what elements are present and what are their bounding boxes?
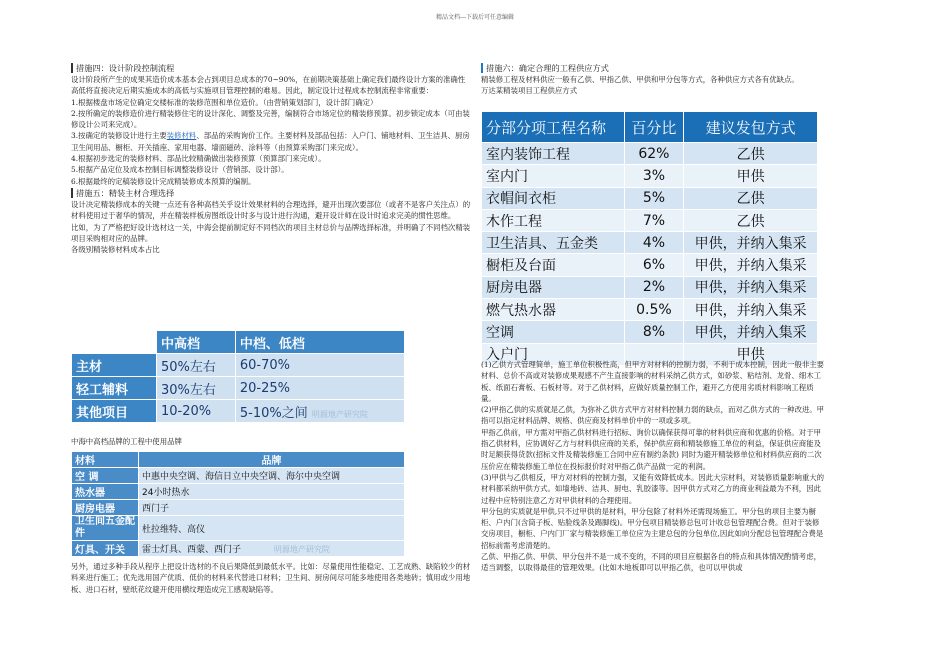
table-caption: 中海中高档品牌的工程中使用品牌: [71, 437, 182, 446]
section-marker-icon: [71, 63, 73, 73]
left-column: [71, 62, 471, 255]
row-label: 灯具、开关: [72, 541, 139, 557]
table-row: [482, 187, 818, 209]
table-cell: 燃气热水器: [482, 299, 625, 321]
table-cell: 雷士灯具、西蒙、西门子 明源地产研究院: [139, 541, 405, 557]
table-row: [482, 209, 818, 231]
right-column-top: [481, 62, 821, 97]
table-row: [72, 468, 405, 484]
table-cell: 20-25%: [235, 377, 404, 400]
table-cell: 厨房电器: [482, 276, 625, 298]
paragraph: (3)甲供与乙供相反，甲方对材料的控制力强，又能有效降低成本。因此大宗材料，对装修质量影响重大的材料都采纳甲供方式。如墙地砖、洁具、厨电、乳胶漆等。因甲供方式对乙方的商业利益最为不利，因此过程中应特别注意乙方对甲供材料的合理使用。: [481, 472, 825, 505]
table-cell: 乙供: [684, 187, 818, 209]
table-row: [72, 377, 405, 400]
row-label: 轻工辅料: [72, 377, 157, 400]
paragraph: 甲指乙供前，甲方需对甲指乙供材料进行招标、询价以确保获得可靠的材料供应商和优惠的价格。对于甲指乙供材料，应协调好乙方与材料供应商的关系，保护供应商和精装修施工单位的利益，保证供应商能及时足额获得货款(招标文件及精装修施工合同中应有制约条款) 同时为避开精装修单位和材料供应商的二次压价应在精装修施工单位在投标报价时对甲指乙供产品做一定的利润。: [481, 427, 822, 471]
row-label: 空 调: [72, 468, 139, 484]
right-column-body: [481, 359, 826, 574]
table-cell: 甲供: [684, 343, 818, 365]
table-cell: 6%: [624, 254, 684, 276]
table-cell: 室内装饰工程: [482, 143, 625, 165]
paragraph: (2)甲指乙供的实质就是乙供，为弥补乙供方式甲方对材料控制力弱的缺点，而对乙供方式的一种改进。甲指可以指定材料品牌、规格、供应商及材料单价中的一项或多项。: [481, 405, 825, 426]
material-cost-ratio-table: [71, 330, 405, 423]
section-6-title: 措施六：确定合理的工程供应方式: [481, 62, 821, 74]
table-cell: 5-10%之间 明源地产研究院: [235, 400, 404, 423]
table-cell: 5%: [624, 187, 684, 209]
table-caption: 万达某精装项目工程供应方式: [481, 86, 578, 96]
table-header-row: [482, 112, 818, 143]
table-row: [72, 500, 405, 516]
table-cell: 10-20%: [157, 400, 236, 423]
table-header-cell: 品牌: [139, 452, 405, 468]
table-cell: 30%左右: [157, 377, 236, 400]
table-cell: 甲供，并纳入集采: [684, 232, 818, 254]
table-header-cell: 中档、低档: [235, 331, 404, 354]
table-cell: 橱柜及台面: [482, 254, 625, 276]
paragraph: 乙供、甲指乙供、甲供、甲分包并不是一成不变的，不同的项目应根据各自的特点和具体情况酌情考虑，适当调整，以取得最佳的管理效果。(比如木地板即可以甲指乙供，也可以甲供或: [481, 552, 821, 573]
paragraph: (1)乙供方式管理简单，施工单位积极性高，但甲方对材料的控制力弱，不利于成本控制，因此一般非主要材料、总价不高或对装修成果观感不产生直接影响的材料采纳乙供方式，如砂浆、粘结剂、龙骨、细木工板、纸面石膏板、石板材等。对于乙供材料，应做好质量控制工作，避开乙方使用劣质材料影响工程质量。: [481, 360, 825, 403]
table-cell: 3%: [624, 165, 684, 187]
table-cell: 卫生洁具、五金类: [482, 232, 625, 254]
list-item: 6.根据最终的定稿装修设计完成精装修成本预算的编制。: [71, 176, 256, 186]
table-cell: 入户门: [482, 343, 625, 365]
section-marker-icon: [481, 63, 483, 73]
table-cell: 50%左右: [157, 354, 236, 377]
row-label: 热水器: [72, 484, 139, 500]
table-cell: 甲供，并纳入集采: [684, 299, 818, 321]
table-header-row: [72, 331, 405, 354]
paragraph: 设计决定精装修成本的关键一点还有各种高档关乎设计效果材料的合理选择，避开出现次要部位（或者不是客户关注点）的材料使用过于奢华的情况，并在精装样板房图纸设计时多与设计进行沟通，避开设计师在设计时追求完美的惯性思维。: [71, 199, 471, 221]
table-cell: 甲供，并纳入集采: [684, 254, 818, 276]
table-header-cell: 中高档: [157, 331, 236, 354]
table-cell: 7%: [624, 209, 684, 231]
table-row: [482, 276, 818, 298]
table-row: [482, 254, 818, 276]
list-item: 2.按所确定的装修造价进行精装修住宅的设计深化、调整及完善，编制符合市场定位的精装修预算。初步锁定成本（可由装修设计公司来完成）。: [71, 108, 470, 130]
row-label: 卫生间五金配件: [72, 516, 139, 541]
table-cell: 乙供: [684, 143, 818, 165]
section-4-title: 措施四：设计阶段控制流程: [71, 62, 471, 74]
table-header-cell: 百分比: [624, 112, 684, 143]
table-cell: 甲供，并纳入集采: [684, 321, 818, 343]
table-row: [482, 321, 818, 343]
table-cell: 24小时热水: [139, 484, 405, 500]
table-row: [482, 143, 818, 165]
row-label: 厨房电器: [72, 500, 139, 516]
watermark: 明源地产研究院: [311, 409, 368, 419]
paragraph: 比如，为了严格把好设计选材这一关，中海会提前制定好不同档次的项目主材总价与品牌选择标准，并明确了不同档次精装项目采购相对应的品牌。: [71, 222, 471, 243]
paragraph: 另外，通过多种手段从程序上把设计选材的不良后果降低到最低水平。比如：尽量使用性能稳定、工艺成熟、缺陷较少的材料来进行施工；优先选用国产优质、低价的材料来代替进口材料；卫生间、厨房间尽可能多地使用各类地砖；慎用或少用地板、进口石材，壁纸花纹避开使用横纹理造成完工感观缺陷等。: [71, 562, 471, 594]
table-cell: 杜拉维特、高仪: [139, 516, 405, 541]
table-cell: 0.5%: [624, 299, 684, 321]
table-cell: 60-70%: [235, 354, 404, 377]
watermark: 明源地产研究院: [273, 545, 330, 554]
table-header-row: [72, 452, 405, 468]
section-5-title: 措施五：精装主材合理选择: [71, 187, 471, 199]
paragraph: 甲分包的实质就是甲供,只不过甲供的是材料，甲分包除了材料外还需现场施工。甲分包的项目主要为橱柜、户内门(含筒子板、贴脸线条及踢脚线)。甲分包项目精装修总包可计收总包管理配合费。但对于装修交房项目，橱柜、户内门厂家与精装修施工单位应为主建总包的分包单位,因此如向分配总包管理配合费是招标前需考虑清楚的。: [481, 506, 824, 550]
table-cell: 空调: [482, 321, 625, 343]
table-row: [72, 484, 405, 500]
brand-table: [71, 451, 405, 557]
table-cell: 乙供: [684, 209, 818, 231]
table-row: [482, 165, 818, 187]
list-item: 1.根据楼盘市场定位确定交楼标准的装修范围和单位造价。（由营销策划部门，设计部门确定）: [71, 97, 378, 107]
table-cell: 甲供，并纳入集采: [684, 276, 818, 298]
paragraph: 精装修工程及材料供应一般有乙供、甲指乙供、甲供和甲分包等方式，各种供应方式各有优缺点。: [481, 75, 799, 84]
table-cell: 4%: [624, 232, 684, 254]
table-cell: 2%: [624, 276, 684, 298]
table-cell: 西门子: [139, 500, 405, 516]
table-cell: 木作工程: [482, 209, 625, 231]
table-header-cell: 材料: [72, 452, 139, 468]
table-cell: 62%: [624, 143, 684, 165]
table-cell: 衣帽间衣柜: [482, 187, 625, 209]
row-label: 主材: [72, 354, 157, 377]
list-item: 5.根据产品定位及成本控制目标调整装修设计（营销部、设计部）。: [71, 165, 289, 175]
table-header-cell: 建议发包方式: [684, 112, 818, 143]
table-cell: 室内门: [482, 165, 625, 187]
row-label: 其他项目: [72, 400, 157, 423]
table-row: [72, 354, 405, 377]
table-row: [482, 232, 818, 254]
list-item: 3.按确定的装修设计进行主要装修材料、部品的采购询价工作。主要材料及部品包括：入户门、铺地材料、卫生洁具、厨房卫生间用品、橱柜、开关插座、家用电器、墙面磁砖、涂料等（由预算采购部门来完成）。: [71, 131, 470, 152]
section-marker-icon: [71, 188, 73, 198]
table2-caption-wrap: [71, 436, 471, 447]
table-row: [72, 541, 405, 557]
table-caption: 各级别精装修材料成本占比: [71, 245, 160, 255]
list-item: 4.根据初步选定的装修材料、部品比较精确做出装修预算（预算部门来完成）。: [71, 154, 326, 164]
table-header-cell: 分部分项工程名称: [482, 112, 625, 143]
table-row: [72, 400, 405, 423]
table-row: [482, 299, 818, 321]
page-header: 精品文档---下载后可任意编辑: [435, 14, 515, 21]
paragraph: 设计阶段所产生的成果其造价成本基本会占到项目总成本的70~90%，在前期决策基础上确定我们最终设计方案的准确性高低将直接决定后期实施成本的高低与实施项目管理控制的难易。因此，制定设计过程成本控制流程非常重要：: [71, 75, 466, 96]
table-header-cell: [72, 331, 157, 354]
supply-method-table: [481, 111, 818, 366]
bottom-text: [71, 561, 471, 595]
table-cell: 8%: [624, 321, 684, 343]
table-row: [72, 516, 405, 541]
table-cell: 甲供: [684, 165, 818, 187]
table-cell: 中惠中央空调、海信日立中央空调、海尔中央空调: [139, 468, 405, 484]
materials-link[interactable]: 装修材料: [166, 131, 197, 141]
